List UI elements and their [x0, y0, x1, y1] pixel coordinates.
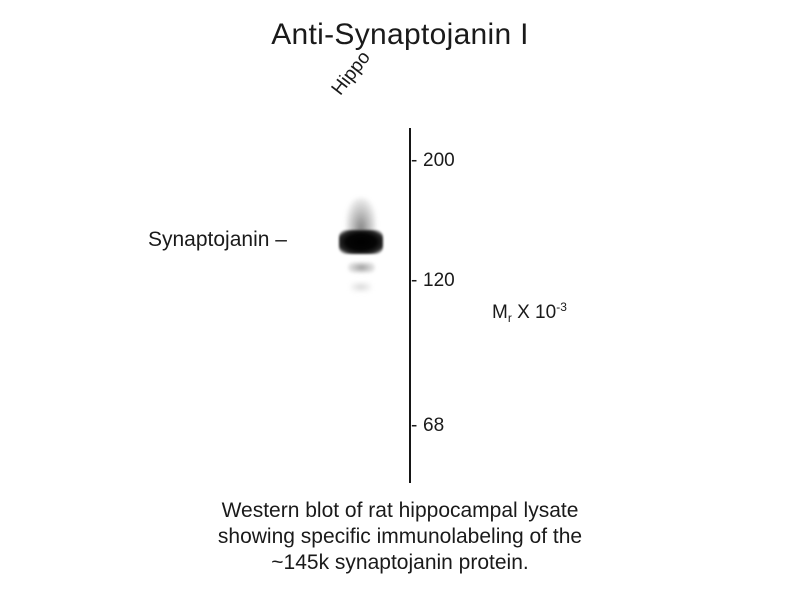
caption-line: ~145k synaptojanin protein. — [271, 551, 529, 574]
marker-68 — [411, 415, 444, 437]
band-faint-lower — [348, 262, 375, 273]
marker-label: 200 — [423, 150, 455, 171]
mr-annotation — [492, 300, 567, 325]
marker-120 — [411, 270, 455, 292]
caption-line: Western blot of rat hippocampal lysate — [221, 499, 579, 522]
marker-label: 120 — [423, 270, 455, 291]
band-synaptojanin-145k — [339, 230, 383, 254]
figure-title: Anti-Synaptojanin I — [271, 18, 529, 51]
lane-label-hippo: Hippo — [327, 47, 375, 100]
mr-prefix: M — [492, 302, 508, 323]
protein-band-label: Synaptojanin – — [148, 228, 287, 251]
marker-200 — [411, 150, 455, 172]
band-very-faint-lower — [350, 282, 372, 292]
figure-caption — [0, 498, 800, 576]
marker-tick-icon: - — [411, 150, 418, 171]
marker-tick-icon: - — [411, 415, 418, 436]
band-smear-upper — [346, 198, 376, 234]
mr-superscript: -3 — [556, 300, 567, 314]
caption-line: showing specific immunolabeling of the — [217, 525, 583, 548]
blot-lane — [336, 190, 388, 325]
marker-tick-icon: - — [411, 270, 418, 291]
mr-middle: X 10 — [511, 302, 557, 323]
marker-label: 68 — [423, 415, 445, 436]
mr-subscript: r — [507, 311, 512, 325]
